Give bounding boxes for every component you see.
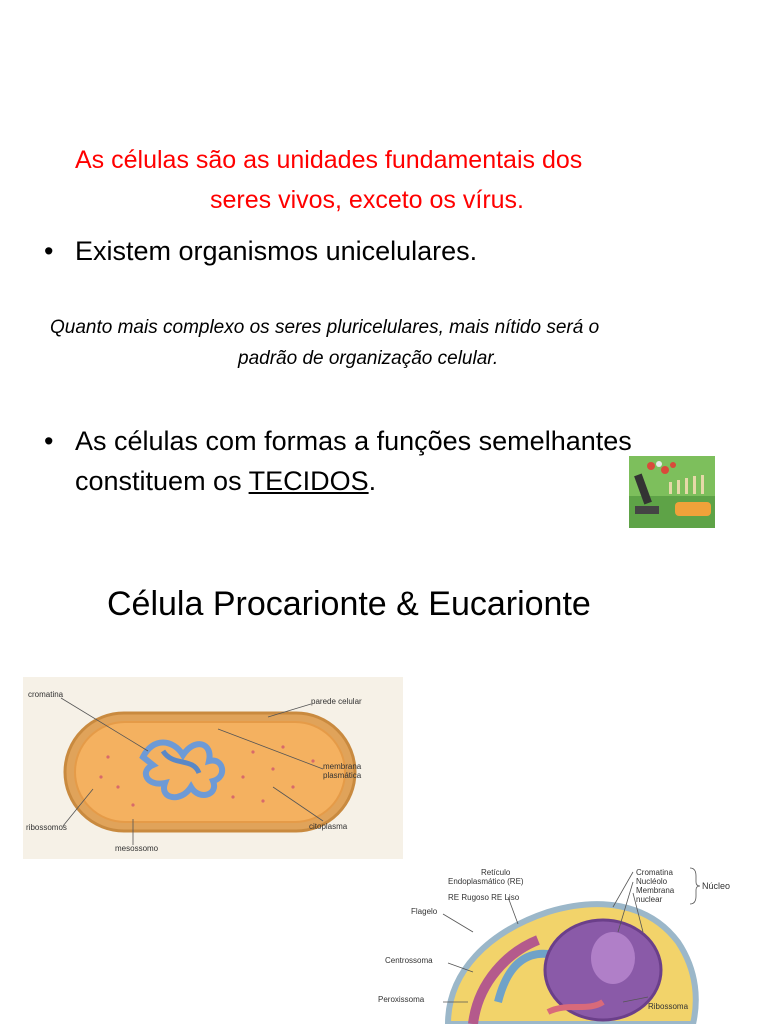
bullet-marker: • xyxy=(44,426,54,456)
label-ribossoma: Ribossoma xyxy=(648,1002,689,1011)
label-membrana-nuclear: Membrana xyxy=(636,886,675,895)
label-endoplasmatico: Endoplasmático (RE) xyxy=(448,877,524,886)
eukaryote-cell-diagram xyxy=(378,862,758,1024)
label-nucleo: Núcleo xyxy=(702,881,731,891)
bullet-marker: • xyxy=(44,236,54,266)
label-membrana: membrana xyxy=(323,762,362,771)
label-citoplasma: citoplasma xyxy=(309,822,348,831)
label-parede-celular: parede celular xyxy=(311,697,362,706)
label-flagelo: Flagelo xyxy=(411,907,438,916)
intro-line-2: seres vivos, exceto os vírus. xyxy=(210,186,525,214)
bullet-tecidos-line-1: As células com formas a funções semelhantes xyxy=(75,426,632,456)
label-re-rugoso-liso: RE Rugoso RE Liso xyxy=(448,893,520,902)
bullet-tecidos-suffix: . xyxy=(368,466,377,496)
microscope-evolution-thumbnail xyxy=(629,456,715,528)
bullet-tecidos-line-2 xyxy=(75,466,376,497)
label-peroxissoma: Peroxissoma xyxy=(378,995,425,1004)
label-plasmatica: plasmática xyxy=(323,771,362,780)
label-mesossomo: mesossomo xyxy=(115,844,159,853)
intro-line-1: As células são as unidades fundamentais dos xyxy=(75,146,583,174)
bullet-unicelulares: Existem organismos unicelulares. xyxy=(75,236,478,266)
label-reticulo: Retículo xyxy=(481,868,511,877)
label-cromatina: cromatina xyxy=(28,690,64,699)
italic-line-2: padrão de organização celular. xyxy=(238,348,499,369)
label-ribossomos: ribossomos xyxy=(26,823,67,832)
section-title: Célula Procarionte & Eucarionte xyxy=(107,585,591,623)
label-centrossoma: Centrossoma xyxy=(385,956,433,965)
bullet-tecidos-prefix: constituem os xyxy=(75,466,249,496)
label-nuclear: nuclear xyxy=(636,895,663,904)
prokaryote-cell-diagram xyxy=(23,677,403,859)
tecidos-word: TECIDOS xyxy=(248,466,369,496)
italic-line-1: Quanto mais complexo os seres pluricelulares, mais nítido será o xyxy=(50,317,600,338)
label-cromatina-euk: Cromatina xyxy=(636,868,673,877)
label-nucleolo: Nucléolo xyxy=(636,877,668,886)
